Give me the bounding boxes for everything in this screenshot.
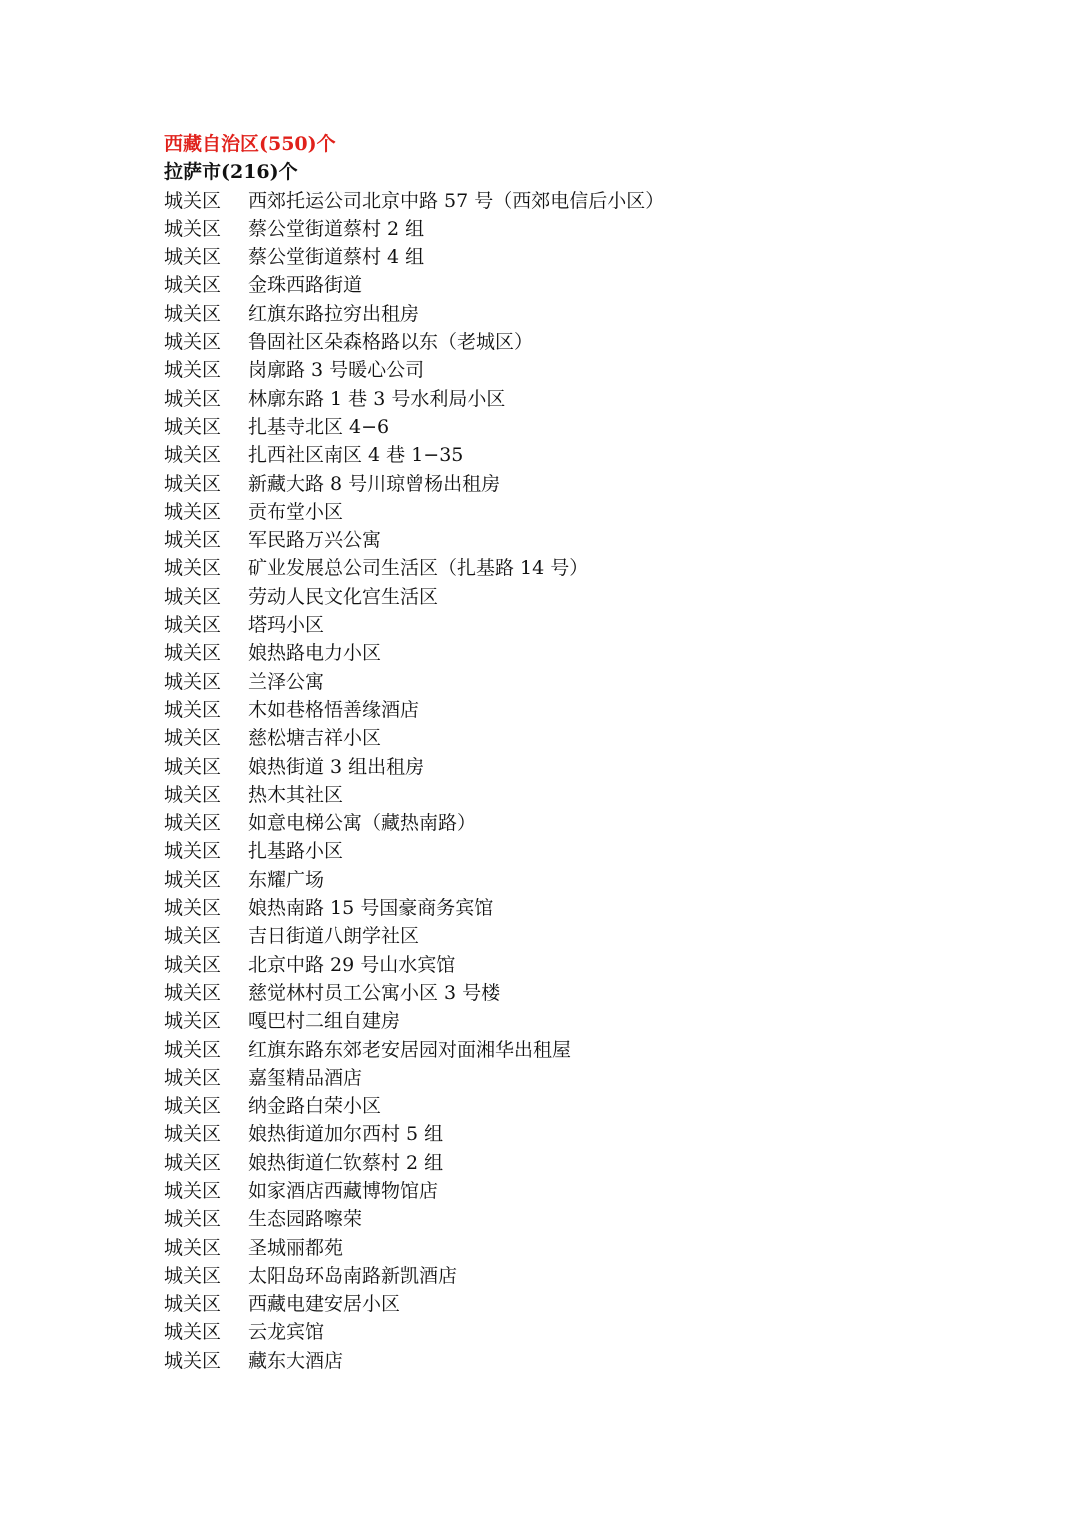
list-item xyxy=(164,696,1024,724)
list-item xyxy=(164,724,1024,752)
address-text: 吉日街道八朗学社区 xyxy=(248,925,420,948)
list-item xyxy=(164,1120,1024,1148)
list-item xyxy=(164,866,1024,894)
address-text: 岗廓路 3 号暖心公司 xyxy=(248,359,425,382)
address-text: 生态园路嚓荣 xyxy=(248,1208,363,1231)
address-text: 娘热南路 15 号国豪商务宾馆 xyxy=(248,897,494,920)
address-text: 嘉玺精品酒店 xyxy=(248,1066,363,1089)
address-text: 娘热路电力小区 xyxy=(248,642,382,665)
address-text: 慈松塘吉祥小区 xyxy=(248,727,382,750)
address-text: 金珠西路街道 xyxy=(248,274,363,297)
address-text: 东耀广场 xyxy=(248,868,325,891)
district-label: 城关区 xyxy=(164,981,222,1004)
region-heading: 西藏自治区(550)个 xyxy=(164,133,336,155)
district-label: 城关区 xyxy=(164,783,222,806)
address-text: 兰泽公寓 xyxy=(248,670,325,693)
list-item xyxy=(164,951,1024,979)
district-label: 城关区 xyxy=(164,189,222,212)
list-item xyxy=(164,1149,1024,1177)
district-label: 城关区 xyxy=(164,1179,222,1202)
list-item xyxy=(164,385,1024,413)
address-text: 娘热街道 3 组出租房 xyxy=(248,755,425,778)
list-item xyxy=(164,498,1024,526)
district-label: 城关区 xyxy=(164,359,222,382)
address-text: 如意电梯公寓（藏热南路） xyxy=(248,812,477,835)
address-text: 慈觉林村员工公寓小区 3 号楼 xyxy=(248,981,501,1004)
district-label: 城关区 xyxy=(164,812,222,835)
list-item xyxy=(164,356,1024,384)
list-item xyxy=(164,979,1024,1007)
list-item xyxy=(164,300,1024,328)
address-text: 太阳岛环岛南路新凯酒店 xyxy=(248,1264,458,1287)
list-item xyxy=(164,1205,1024,1233)
list-item xyxy=(164,1092,1024,1120)
address-text: 热木其社区 xyxy=(248,783,344,806)
list-item xyxy=(164,922,1024,950)
district-label: 城关区 xyxy=(164,415,222,438)
address-text: 蔡公堂街道蔡村 4 组 xyxy=(248,246,425,269)
address-text: 扎基寺北区 4−6 xyxy=(248,415,390,438)
address-text: 云龙宾馆 xyxy=(248,1321,325,1344)
district-label: 城关区 xyxy=(164,1321,222,1344)
district-label: 城关区 xyxy=(164,1264,222,1287)
district-label: 城关区 xyxy=(164,642,222,665)
city-heading: 拉萨市(216)个 xyxy=(164,161,298,184)
list-item xyxy=(164,753,1024,781)
list-item xyxy=(164,554,1024,582)
district-label: 城关区 xyxy=(164,698,222,721)
address-text: 矿业发展总公司生活区（扎基路 14 号） xyxy=(248,557,589,580)
list-item xyxy=(164,187,1024,215)
address-text: 新藏大路 8 号川琼曾杨出租房 xyxy=(248,472,501,495)
address-text: 嘎巴村二组自建房 xyxy=(248,1010,401,1033)
list-item xyxy=(164,1177,1024,1205)
list-item xyxy=(164,1064,1024,1092)
district-label: 城关区 xyxy=(164,1038,222,1061)
address-text: 蔡公堂街道蔡村 2 组 xyxy=(248,217,425,240)
address-text: 圣城丽都苑 xyxy=(248,1236,344,1259)
district-label: 城关区 xyxy=(164,217,222,240)
address-text: 纳金路白荣小区 xyxy=(248,1095,382,1118)
district-label: 城关区 xyxy=(164,1151,222,1174)
list-item xyxy=(164,611,1024,639)
district-label: 城关区 xyxy=(164,274,222,297)
list-item xyxy=(164,781,1024,809)
document-content xyxy=(164,130,1024,1375)
list-item xyxy=(164,668,1024,696)
list-item xyxy=(164,837,1024,865)
district-label: 城关区 xyxy=(164,868,222,891)
list-item xyxy=(164,1262,1024,1290)
district-label: 城关区 xyxy=(164,1095,222,1118)
list-item xyxy=(164,1007,1024,1035)
district-label: 城关区 xyxy=(164,557,222,580)
district-label: 城关区 xyxy=(164,585,222,608)
district-label: 城关区 xyxy=(164,246,222,269)
list-item xyxy=(164,1290,1024,1318)
entry-list xyxy=(164,187,1024,1375)
district-label: 城关区 xyxy=(164,727,222,750)
district-label: 城关区 xyxy=(164,500,222,523)
list-item xyxy=(164,328,1024,356)
address-text: 林廓东路 1 巷 3 号水利局小区 xyxy=(248,387,506,410)
list-item xyxy=(164,243,1024,271)
address-text: 藏东大酒店 xyxy=(248,1349,344,1372)
address-text: 鲁固社区朵森格路以东（老城区） xyxy=(248,331,534,354)
district-label: 城关区 xyxy=(164,953,222,976)
list-item xyxy=(164,1318,1024,1346)
list-item xyxy=(164,1036,1024,1064)
address-text: 红旗东路拉穷出租房 xyxy=(248,302,420,325)
address-text: 如家酒店西藏博物馆店 xyxy=(248,1179,439,1202)
list-item xyxy=(164,441,1024,469)
list-item xyxy=(164,583,1024,611)
list-item xyxy=(164,894,1024,922)
address-text: 扎西社区南区 4 巷 1−35 xyxy=(248,444,464,467)
address-text: 娘热街道仁钦蔡村 2 组 xyxy=(248,1151,444,1174)
district-label: 城关区 xyxy=(164,670,222,693)
address-text: 劳动人民文化宫生活区 xyxy=(248,585,439,608)
district-label: 城关区 xyxy=(164,1349,222,1372)
list-item xyxy=(164,1234,1024,1262)
address-text: 贡布堂小区 xyxy=(248,500,344,523)
district-label: 城关区 xyxy=(164,331,222,354)
district-label: 城关区 xyxy=(164,472,222,495)
district-label: 城关区 xyxy=(164,897,222,920)
address-text: 军民路万兴公寓 xyxy=(248,529,382,552)
district-label: 城关区 xyxy=(164,1066,222,1089)
address-text: 塔玛小区 xyxy=(248,614,325,637)
list-item xyxy=(164,470,1024,498)
address-text: 北京中路 29 号山水宾馆 xyxy=(248,953,456,976)
list-item xyxy=(164,639,1024,667)
address-text: 娘热街道加尔西村 5 组 xyxy=(248,1123,444,1146)
address-text: 木如巷格悟善缘酒店 xyxy=(248,698,420,721)
district-label: 城关区 xyxy=(164,1293,222,1316)
list-item xyxy=(164,215,1024,243)
district-label: 城关区 xyxy=(164,840,222,863)
address-text: 红旗东路东郊老安居园对面湘华出租屋 xyxy=(248,1038,572,1061)
address-text: 扎基路小区 xyxy=(248,840,344,863)
address-text: 西藏电建安居小区 xyxy=(248,1293,401,1316)
list-item xyxy=(164,526,1024,554)
list-item xyxy=(164,809,1024,837)
district-label: 城关区 xyxy=(164,387,222,410)
district-label: 城关区 xyxy=(164,529,222,552)
list-item xyxy=(164,1347,1024,1375)
address-text: 西郊托运公司北京中路 57 号（西郊电信后小区） xyxy=(248,189,665,212)
list-item xyxy=(164,413,1024,441)
district-label: 城关区 xyxy=(164,1010,222,1033)
district-label: 城关区 xyxy=(164,1208,222,1231)
district-label: 城关区 xyxy=(164,755,222,778)
list-item xyxy=(164,271,1024,299)
district-label: 城关区 xyxy=(164,925,222,948)
district-label: 城关区 xyxy=(164,1123,222,1146)
district-label: 城关区 xyxy=(164,444,222,467)
district-label: 城关区 xyxy=(164,1236,222,1259)
district-label: 城关区 xyxy=(164,302,222,325)
district-label: 城关区 xyxy=(164,614,222,637)
